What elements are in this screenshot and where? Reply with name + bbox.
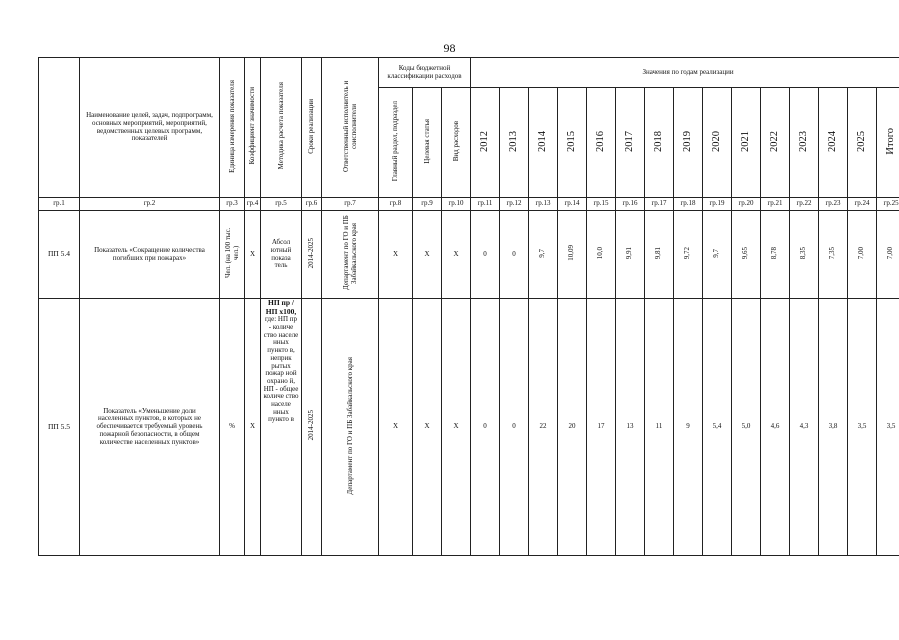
column-number: гр.16 <box>616 198 645 211</box>
header-blank-cell <box>39 58 80 198</box>
row-value: 9,91 <box>616 211 645 299</box>
row-coef: Х <box>245 211 261 299</box>
row-value: 0 <box>500 299 529 556</box>
column-number: гр.23 <box>819 198 848 211</box>
row-value: 3,8 <box>819 299 848 556</box>
column-number: гр.19 <box>703 198 732 211</box>
column-number: гр.1 <box>39 198 80 211</box>
row-value: 9,7 <box>529 211 558 299</box>
row-value: 4,3 <box>790 299 819 556</box>
row-value: 7,00 <box>848 211 877 299</box>
table-row <box>39 211 899 299</box>
row-value: 5,0 <box>732 299 761 556</box>
row-coef: Х <box>245 299 261 556</box>
header-code-article: Целевая статья <box>413 88 442 198</box>
column-number: гр.21 <box>761 198 790 211</box>
row-value: 4,6 <box>761 299 790 556</box>
header-year: 2013 <box>500 88 529 198</box>
header-code-section: Главный раздел, подраздел <box>379 88 413 198</box>
header-method: Методика расчета показателя <box>261 58 302 198</box>
column-number: гр.15 <box>587 198 616 211</box>
column-number: гр.2 <box>80 198 220 211</box>
column-number: гр.7 <box>322 198 379 211</box>
table-row <box>39 299 899 556</box>
row-value: 9,65 <box>732 211 761 299</box>
row-code: ПП 5.4 <box>39 211 80 299</box>
row-value: 9,72 <box>674 211 703 299</box>
header-coef: Коэффициент значимости <box>245 58 261 198</box>
row-value: 7,00 <box>877 211 899 299</box>
header-executor: Ответственный исполнитель и соисполнители <box>322 58 379 198</box>
row-code-section: Х <box>379 211 413 299</box>
row-value: 10,0 <box>587 211 616 299</box>
row-value: 8,78 <box>761 211 790 299</box>
column-number: гр.12 <box>500 198 529 211</box>
row-value: 13 <box>616 299 645 556</box>
row-value: 17 <box>587 299 616 556</box>
column-number: гр.14 <box>558 198 587 211</box>
row-value: 9,7 <box>703 211 732 299</box>
row-value: 10,09 <box>558 211 587 299</box>
header-term: Сроки реализации <box>302 58 322 198</box>
header-year: 2024 <box>819 88 848 198</box>
row-value: 7,35 <box>819 211 848 299</box>
row-code: ПП 5.5 <box>39 299 80 556</box>
header-values-by-year: Значения по годам реализации <box>471 58 899 88</box>
column-number: гр.10 <box>442 198 471 211</box>
header-year: 2023 <box>790 88 819 198</box>
header-budget-codes: Коды бюджетной классификации расходов <box>379 58 471 88</box>
column-number: гр.6 <box>302 198 322 211</box>
indicators-table <box>38 57 899 556</box>
header-code-type: Вид расходов <box>442 88 471 198</box>
column-number: гр.20 <box>732 198 761 211</box>
header-year: 2022 <box>761 88 790 198</box>
header-year: 2019 <box>674 88 703 198</box>
row-value: 0 <box>500 211 529 299</box>
row-value: 3,5 <box>877 299 899 556</box>
header-year: 2017 <box>616 88 645 198</box>
row-code-article: Х <box>413 211 442 299</box>
row-name: Показатель «Сокращение количества погибших при пожарах» <box>80 211 220 299</box>
column-number: гр.11 <box>471 198 500 211</box>
header-name: Наименование целей, задач, подпрограмм, основных мероприятий, мероприятий, ведомственных целевых программ, показателей <box>80 58 220 198</box>
row-method-formula: НП пр / НП х100, <box>265 298 297 316</box>
column-number: гр.13 <box>529 198 558 211</box>
header-year: 2015 <box>558 88 587 198</box>
row-code-type: Х <box>442 211 471 299</box>
row-executor: Департамент по ГО и ПБ Забайкальского края <box>322 299 379 556</box>
column-number: гр.24 <box>848 198 877 211</box>
row-value: 22 <box>529 299 558 556</box>
row-term: 2014-2025 <box>302 299 322 556</box>
row-value: 3,5 <box>848 299 877 556</box>
row-value: 20 <box>558 299 587 556</box>
column-number: гр.17 <box>645 198 674 211</box>
row-value: 0 <box>471 299 500 556</box>
header-year: 2025 <box>848 88 877 198</box>
header-year: 2016 <box>587 88 616 198</box>
row-code-section: Х <box>379 299 413 556</box>
row-code-article: Х <box>413 299 442 556</box>
header-year: 2012 <box>471 88 500 198</box>
column-number: гр.8 <box>379 198 413 211</box>
header-year: 2014 <box>529 88 558 198</box>
row-value: 9,81 <box>645 211 674 299</box>
row-method: Абсол ютный показа тель <box>261 211 302 299</box>
row-executor: Департамент по ГО и ПБ Забайкальского края <box>322 211 379 299</box>
header-year: 2020 <box>703 88 732 198</box>
column-number: гр.25 <box>877 198 899 211</box>
header-unit: Единица измерения показателя <box>220 58 245 198</box>
row-term: 2014-2025 <box>302 211 322 299</box>
column-number: гр.3 <box>220 198 245 211</box>
row-name: Показатель «Уменьшение доли населенных пунктов, в которых не обеспечивается требуемый уровень пожарной безопасности, в общем количестве населенных пунктов» <box>80 299 220 556</box>
header-year: 2018 <box>645 88 674 198</box>
row-method-text: где: НП пр - количе ство населе нных пункто в, неприк рытых пожар ной охрано й, НП - общее количе ство населе нных пункто в <box>263 315 299 424</box>
row-unit: Чел. (на 100 тыс. чел.) <box>220 211 245 299</box>
row-value: 9 <box>674 299 703 556</box>
row-value: 5,4 <box>703 299 732 556</box>
column-number: гр.22 <box>790 198 819 211</box>
row-method <box>261 299 302 556</box>
header-year: 2021 <box>732 88 761 198</box>
header-total: Итого <box>877 88 899 198</box>
column-number: гр.4 <box>245 198 261 211</box>
row-value: 8,35 <box>790 211 819 299</box>
row-code-type: Х <box>442 299 471 556</box>
column-number: гр.9 <box>413 198 442 211</box>
row-value: 11 <box>645 299 674 556</box>
row-value: 0 <box>471 211 500 299</box>
row-unit: % <box>220 299 245 556</box>
page-number: 98 <box>443 41 456 55</box>
column-number: гр.5 <box>261 198 302 211</box>
column-number: гр.18 <box>674 198 703 211</box>
